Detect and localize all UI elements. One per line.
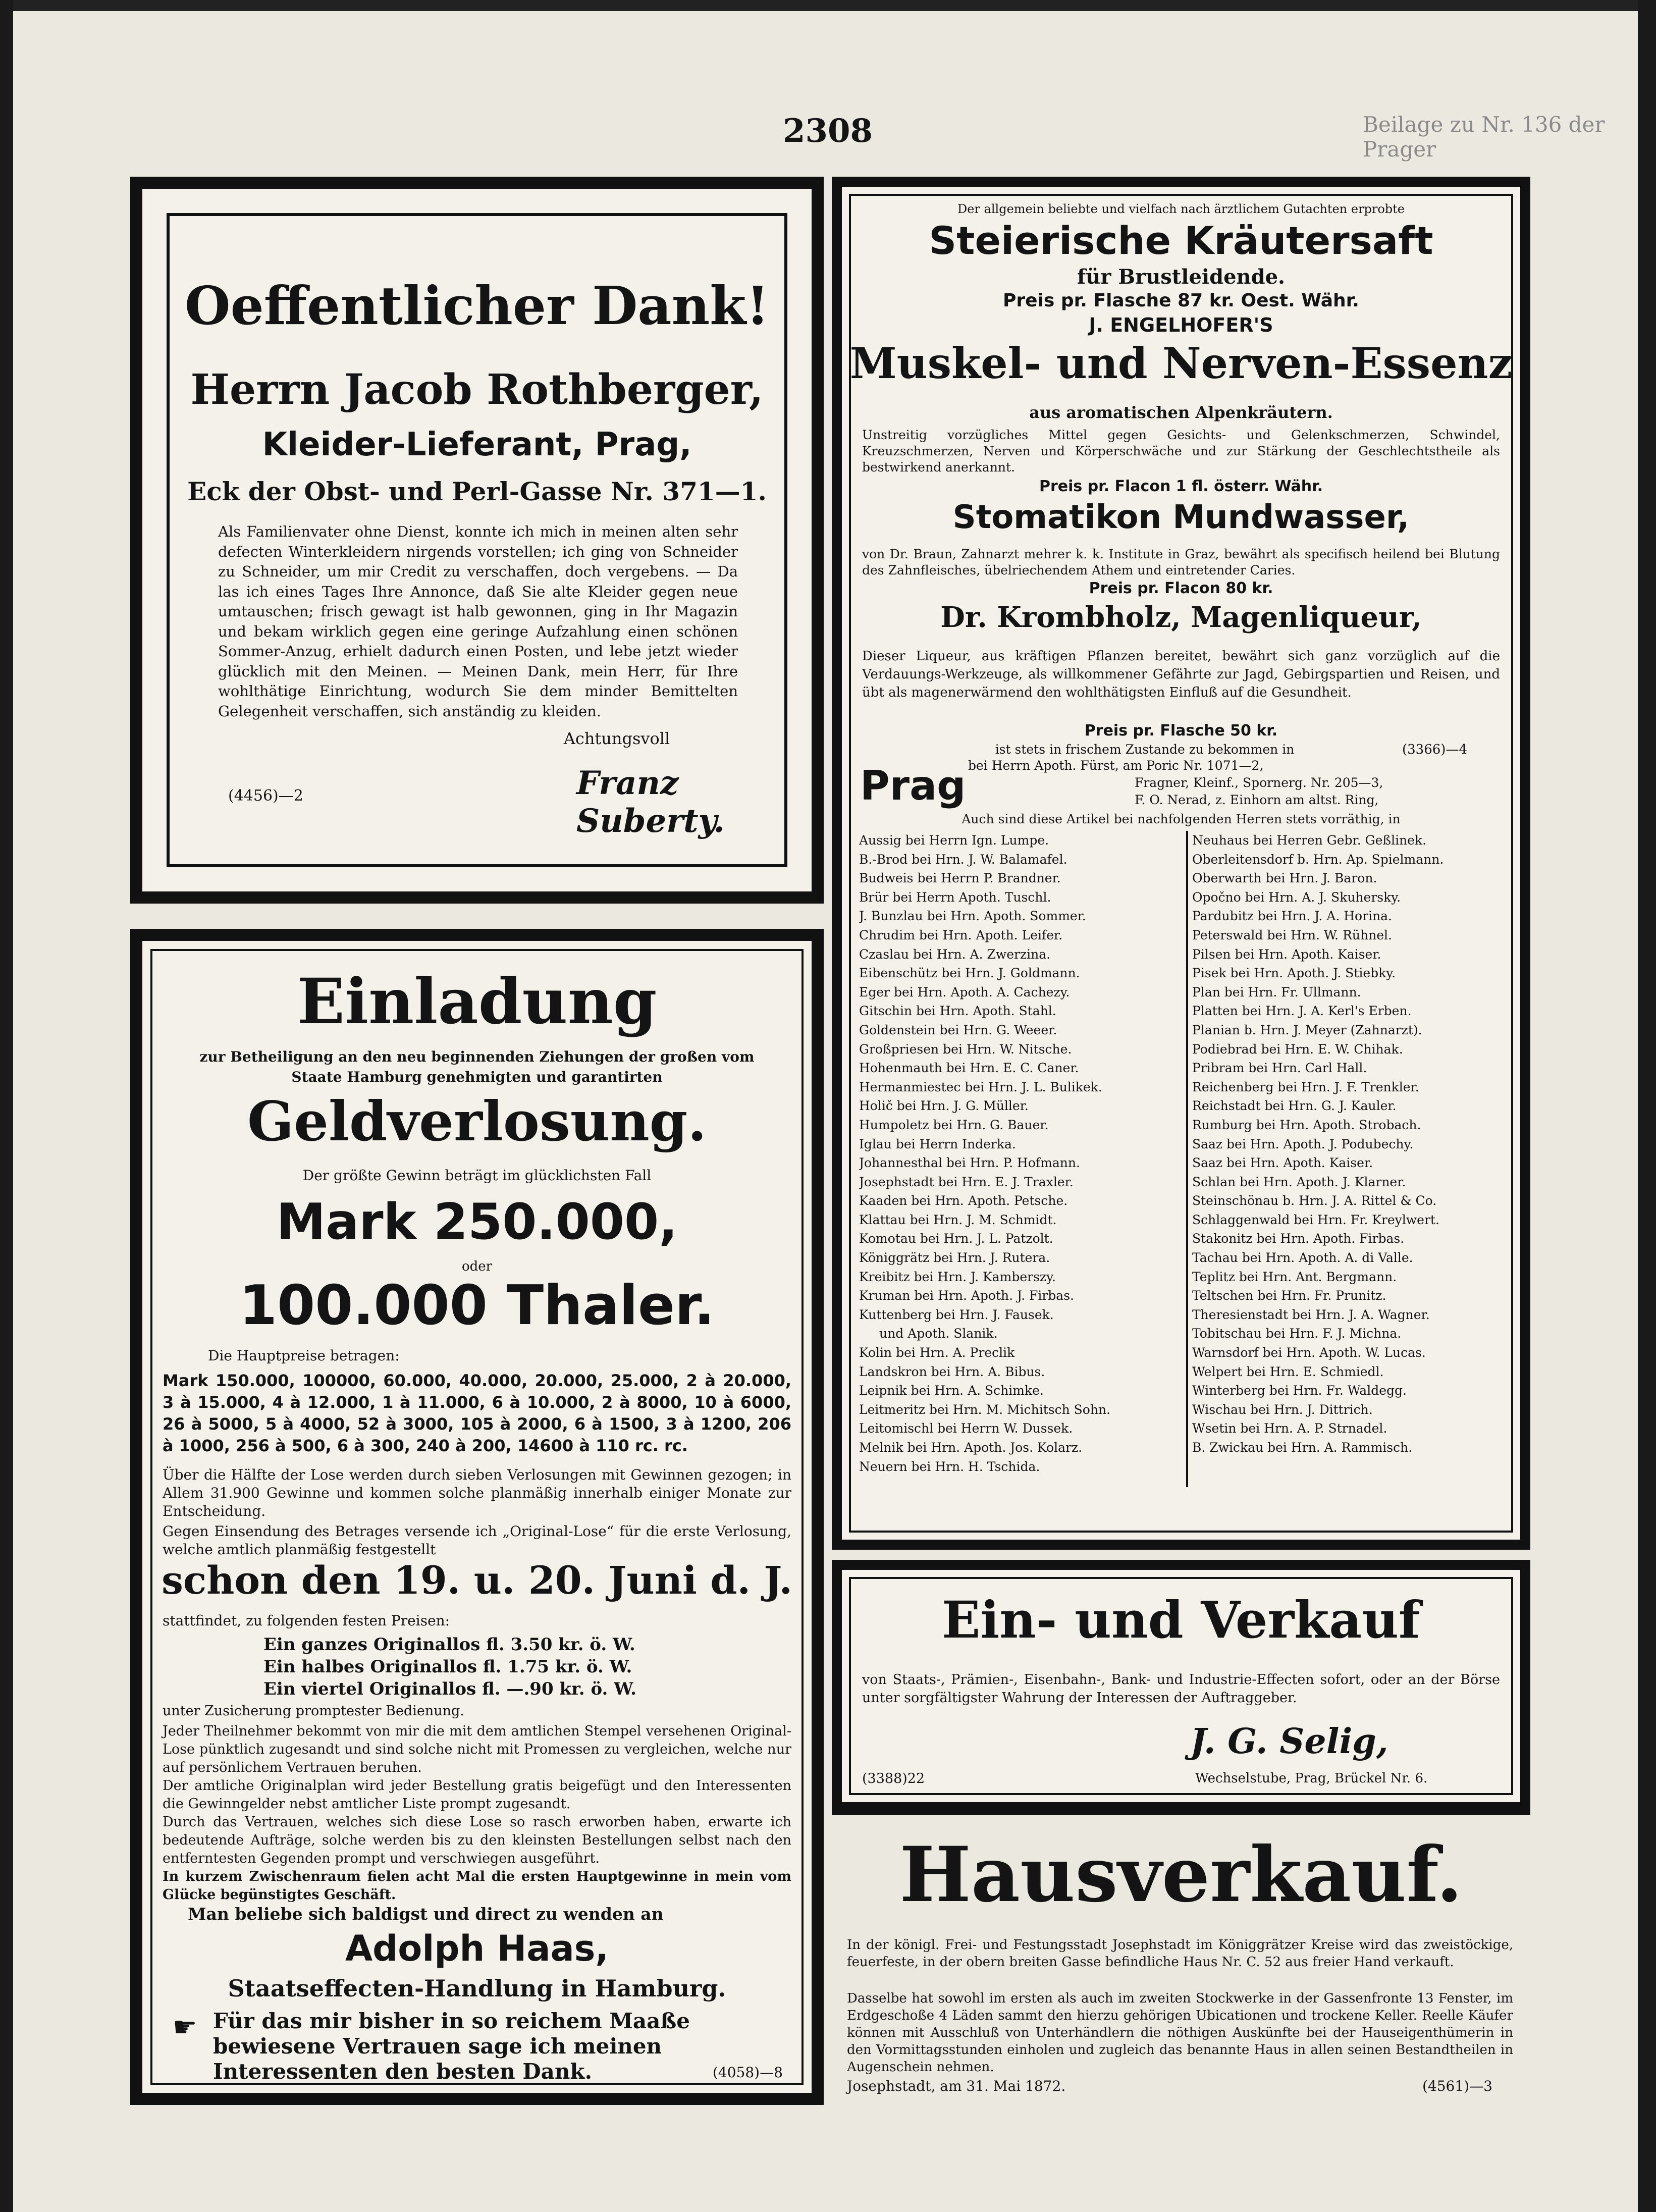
list-item: Oberleitensdorf b. Hrn. Ap. Spielmann. [1192,852,1444,867]
einladung-para5: Jeder Theilnehmer bekommt von mir die mit dem amtlichen Stempel versehenen Original-Lose pünktlich zugesandt und sind solche nicht mit Promessen zu vergleichen, welche nur auf persönlichem Vertrauen beruhen. [163,1723,791,1775]
kraeuter-prag: Prag [860,762,966,809]
list-item: Großpriesen bei Hrn. W. Nitsche. [859,1041,1072,1057]
einladung-thanks: Für das mir bisher in so reichem Maaße bewiesene Vertrauen sage ich meinen Interessenten den besten Dank. [213,2009,690,2084]
list-item: Pardubitz bei Hrn. J. A. Horina. [1192,909,1392,924]
list-item: Planian b. Hrn. J. Meyer (Zahnarzt). [1192,1022,1422,1037]
verkauf-firm: J. G. Selig, [1190,1721,1388,1762]
list-item: Melnik bei Hrn. Apoth. Jos. Kolarz. [859,1440,1083,1455]
haus-p1: In der königl. Frei- und Festungsstadt Josephstadt im Königgrätzer Kreise wird das zweistöckige, feuerfeste, in der obern breiten Gasse befindliche Haus Nr. C. 52 aus freier Hand verkauft. [847,1937,1513,1970]
list-item: Schlan bei Hrn. Apoth. J. Klarner. [1192,1174,1406,1189]
list-item: B.-Brod bei Hrn. J. W. Balamafel. [859,852,1067,867]
list-item: Peterswald bei Hrn. W. Rühnel. [1192,927,1392,942]
running-head: Beilage zu Nr. 136 der Prager [1363,112,1605,162]
haus-title: Hausverkauf. [899,1830,1463,1919]
list-item: Saaz bei Hrn. Apoth. J. Podubechy. [1192,1136,1414,1151]
dank-ref: (4456)—2 [228,787,303,805]
list-item: Saaz bei Hrn. Apoth. Kaiser. [1192,1155,1373,1171]
haus-ref: (4561)—3 [1422,2078,1492,2094]
einladung-price1: Ein ganzes Originallos fl. 3.50 kr. ö. W. [263,1635,635,1655]
list-item: Kolin bei Hrn. A. Preclik [859,1345,1015,1360]
list-item: Kreibitz bei Hrn. J. Kamberszy. [859,1269,1056,1284]
list-item: Steinschönau b. Hrn. J. A. Rittel & Co. [1192,1193,1437,1208]
list-item: Schlaggenwald bei Hrn. Fr. Kreylwert. [1192,1212,1439,1227]
list-item: Oberwarth bei Hrn. J. Baron. [1192,871,1377,886]
kraeuter-stomatikon: Stomatikon Mundwasser, [952,499,1410,536]
verkauf-title: Ein- und Verkauf [942,1590,1420,1650]
list-item: B. Zwickau bei Hrn. A. Rammisch. [1192,1440,1413,1455]
einladung-line1: Der größte Gewinn beträgt im glücklichsten Fall [302,1167,652,1184]
kraeuter-stom-text: von Dr. Braun, Zahnarzt mehrer k. k. Institute in Graz, bewährt als specifisch heilend bei Blutung des Zahnfleisches, übelriechendem Athem und eintretender Caries. [862,547,1500,577]
einladung-firm: Adolph Haas, [345,1928,609,1969]
list-item: und Apoth. Slanik. [879,1326,998,1341]
kraeuter-krom-text: Dieser Liqueur, aus kräftigen Pflanzen bereitet, bewährt sich ganz vorzüglich auf die Verdauungs-Werkzeuge, als willkommener Gefährte zur Jagd, Gebirgspartien und Reisen, und übt als magenerwärmend den wohlthätigsten Einfluß auf die Gesundheit. [862,649,1500,700]
list-item: Eger bei Hrn. Apoth. A. Cachezy. [859,984,1070,999]
verkauf-ref: (3388)22 [862,1771,925,1786]
list-item: Leitomischl bei Herrn W. Dussek. [859,1421,1073,1436]
dank-title: Oeffentlicher Dank! [185,275,769,337]
list-item: Humpoletz bei Hrn. G. Bauer. [859,1117,1049,1132]
list-item: Chrudim bei Hrn. Apoth. Leifer. [859,927,1063,942]
kraeuter-krom-price: Preis pr. Flasche 50 kr. [1084,722,1278,740]
einladung-title2: Geldverlosung. [247,1090,707,1153]
list-item: Plan bei Hrn. Fr. Ullmann. [1192,984,1361,999]
einladung-ref: (4058)—8 [713,2064,783,2081]
einladung-para4: unter Zusicherung promptester Bedienung. [163,1703,464,1719]
kraeuter-name: Steierische Kräutersaft [929,218,1433,263]
scan-border-right [1638,0,1656,2212]
list-item: Hermanmiestec bei Hrn. J. L. Bulikek. [859,1079,1102,1094]
einladung-para6: Der amtliche Originalplan wird jeder Bestellung gratis beigefügt und den Interessenten die Gewinngelder nebst amtlicher Liste prompt zugesandt. [163,1778,791,1812]
einladung-para3: stattfindet, zu folgenden festen Preisen: [163,1612,450,1629]
list-item: Czaslau bei Hrn. A. Zwerzina. [859,946,1051,962]
kraeuter-top: Der allgemein beliebte und vielfach nach ärztlichem Gutachten erprobte [957,202,1405,216]
list-item: Eibenschütz bei Hrn. J. Goldmann. [859,966,1080,981]
kraeuter-maker: J. ENGELHOFER'S [1089,314,1273,336]
list-item: Platten bei Hrn. J. A. Kerl's Erben. [1192,1004,1412,1019]
list-item: Pilsen bei Hrn. Apoth. Kaiser. [1192,946,1381,962]
kraeuter-essenz-price: Preis pr. Flacon 1 fl. österr. Währ. [1039,478,1323,495]
scan-border-left [0,0,13,2212]
ad-kraeutersaft [832,177,1530,1550]
kraeuter-ref: (3366)—4 [1402,742,1467,757]
einladung-title: Einladung [297,965,657,1038]
verkauf-address: Wechselstube, Prag, Brückel Nr. 6. [1195,1771,1428,1786]
einladung-oder: oder [461,1259,493,1274]
kraeuter-price: Preis pr. Flasche 87 kr. Oest. Währ. [1003,290,1359,311]
list-item: Reichenberg bei Hrn. J. F. Trenkler. [1192,1079,1419,1094]
dank-closing: Achtungsvoll [563,729,670,748]
kraeuter-also: Auch sind diese Artikel bei nachfolgenden Herren stets vorräthig, in [961,812,1401,826]
list-item: Leitmeritz bei Hrn. M. Michitsch Sohn. [859,1402,1110,1417]
list-item: Neuhaus bei Herren Gebr. Geßlinek. [1192,833,1427,848]
einladung-intro: zur Betheiligung an den neu beginnenden Ziehungen der großen vom Staate Hamburg genehmigten und garantirten [199,1048,755,1085]
list-item: Gitschin bei Hrn. Apoth. Stahl. [859,1004,1056,1019]
list-item: Tobitschau bei Hrn. F. J. Michna. [1192,1326,1402,1341]
ad-ein-und-verkauf [832,1560,1530,1812]
list-item: Komotau bei Hrn. J. L. Patzolt. [859,1231,1053,1246]
kraeuter-sub: aus aromatischen Alpenkräutern. [1029,403,1333,422]
kraeuter-stock: ist stets in frischem Zustande zu bekommen in [995,742,1295,757]
list-item: Teltschen bei Hrn. Fr. Prunitz. [1192,1288,1386,1303]
einladung-mark: Mark 250.000, [276,1193,678,1251]
einladung-firm2: Staatseffecten-Handlung in Hamburg. [228,1975,726,2002]
kraeuter-prag3: F. O. Nerad, z. Einhorn am altst. Ring, [1135,793,1379,807]
list-item: Reichstadt bei Hrn. G. J. Kauler. [1192,1098,1397,1114]
list-item: Kuttenberg bei Hrn. J. Fausek. [859,1307,1054,1322]
kraeuter-krombholz: Dr. Krombholz, Magenliqueur, [940,601,1422,634]
dank-signature: Franz Suberty. [576,764,725,840]
einladung-para7: Durch das Vertrauen, welches sich diese Lose so rasch erworben haben, erwarte ich bedeutende Aufträge, solche werden bis zu den kleinsten Bestellungen selbst nach den entferntesten Gegenden prompt und verschwiegen ausgeführt. [163,1814,791,1866]
einladung-para1: Über die Hälfte der Lose werden durch sieben Verlosungen mit Gewinnen gezogen; in Allem 31.900 Gewinne und kommen solche planmäßig innerhalb einiger Monate zur Entscheidung. [163,1466,791,1519]
kraeuter-right-list [1192,831,1515,1457]
kraeuter-for: für Brustleidende. [1077,265,1285,289]
list-item: Winterberg bei Hrn. Fr. Waldegg. [1192,1383,1407,1398]
haus-footer: Josephstadt, am 31. Mai 1872. [847,2078,1066,2094]
list-item: Pisek bei Hrn. Apoth. J. Stiebky. [1192,966,1396,981]
einladung-price2: Ein halbes Originallos fl. 1.75 kr. ö. W. [263,1657,632,1677]
dank-trade: Kleider-Lieferant, Prag, [262,426,692,463]
einladung-date: schon den 19. u. 20. Juni d. J. [162,1558,792,1603]
list-item: Holič bei Hrn. J. G. Müller. [859,1098,1029,1114]
hand-pointer-icon: ☛ [173,2011,197,2043]
list-item: Podiebrad bei Hrn. E. W. Chihak. [1192,1041,1403,1057]
ad-einladung [130,929,824,2105]
list-item: Kruman bei Hrn. Apoth. J. Firbas. [859,1288,1074,1303]
list-item: Kaaden bei Hrn. Apoth. Petsche. [859,1193,1068,1208]
einladung-para2: Gegen Einsendung des Betrages versende ich „Original-Lose“ für die erste Verlosung, welche amtlich planmäßig festgestellt [163,1523,791,1558]
list-item: Josephstadt bei Hrn. E. J. Traxler. [859,1174,1074,1189]
list-item: Wsetin bei Hrn. A. P. Strnadel. [1192,1421,1387,1436]
list-item: Warnsdorf bei Hrn. Apoth. W. Lucas. [1192,1345,1426,1360]
list-item: Welpert bei Hrn. E. Schmiedl. [1192,1364,1384,1379]
list-item: J. Bunzlau bei Hrn. Apoth. Sommer. [859,909,1086,924]
column-divider [1186,831,1188,1487]
list-item: Wischau bei Hrn. J. Dittrich. [1192,1402,1373,1417]
page-number: 2308 [782,112,873,150]
einladung-para8: In kurzem Zwischenraum fielen acht Mal die ersten Hauptgewinne in mein vom Glücke begünstigtes Geschäft. [163,1869,791,1903]
einladung-prices-head: Die Hauptpreise betragen: [208,1347,400,1364]
list-item: Rumburg bei Hrn. Apoth. Strobach. [1192,1117,1421,1132]
haus-p2: Dasselbe hat sowohl im ersten als auch im zweiten Stockwerke in der Gassenfronte 13 Fenster, im Erdgeschoße 4 Läden sammt den hierzu gehörigen Ubicationen und trockene Keller. Reelle Käufer können mit Ausschluß von Unterhändlern die nöthigen Auskünfte bei der Hauseigenthümerin in den Vormittagsstunden einholen und zugleich das benannte Haus in allen seinen Bestandtheilen in Augenschein nehmen. [847,1991,1513,2075]
kraeuter-prag2: Fragner, Kleinf., Spornerg. Nr. 205—3, [1135,775,1383,790]
list-item: Opočno bei Hrn. A. J. Skuhersky. [1192,889,1401,905]
einladung-price3: Ein viertel Originallos fl. —.90 kr. ö. W. [263,1679,636,1699]
list-item: Landskron bei Hrn. A. Bibus. [859,1364,1045,1379]
list-item: Aussig bei Herrn Ign. Lumpe. [859,833,1049,848]
kraeuter-prag1: bei Herrn Apoth. Fürst, am Poric Nr. 1071—2, [968,758,1264,773]
list-item: Brür bei Herrn Apoth. Tuschl. [859,889,1051,905]
dank-body: Als Familienvater ohne Dienst, konnte ich mich in meinen alten sehr defecten Winterkleidern nirgends vorstellen; ich ging von Schneider zu Schneider, um mir Credit zu verschaffen, doch vergebens. — Da las ich eines Tages Ihre Annonce, daß Sie alte Kleider gegen neue umtauschen; frisch gewagt ist halb gewonnen, ging in Ihr Magazin und bekam wirklich gegen eine geringe Aufzahlung einen schönen Sommer-Anzug, erhielt dadurch einen Posten, und lebe jetzt wieder glücklich mit den Meinen. — Meinen Dank, mein Herr, für Ihre wohlthätige Einrichtung, wodurch Sie dem minder Bemittelten Gelegenheit verschaffen, sich anständig zu kleiden. [218,523,738,720]
verkauf-text: von Staats-, Prämien-, Eisenbahn-, Bank- und Industrie-Effecten sofort, oder an der Börse unter sorgfältigster Wahrung der Interessen der Auftraggeber. [862,1672,1500,1706]
list-item: Goldenstein bei Hrn. G. Weeer. [859,1022,1057,1037]
list-item: Pribram bei Hrn. Carl Hall. [1192,1061,1367,1076]
list-item: Stakonitz bei Hrn. Apoth. Firbas. [1192,1231,1405,1246]
list-item: Königgrätz bei Hrn. J. Rutera. [859,1250,1050,1266]
kraeuter-left-list [859,831,1182,1476]
kraeuter-stom-price: Preis pr. Flacon 80 kr. [1089,580,1273,597]
list-item: Klattau bei Hrn. J. M. Schmidt. [859,1212,1057,1227]
list-item: Hohenmauth bei Hrn. E. C. Caner. [859,1061,1079,1076]
list-item: Neuern bei Hrn. H. Tschida. [859,1459,1040,1474]
ad-oeffentlicher-dank [130,177,824,904]
dank-addressee: Herrn Jacob Rothberger, [190,365,764,414]
scan-border-top [0,0,1656,11]
dank-address: Eck der Obst- und Perl-Gasse Nr. 371—1. [187,477,767,506]
list-item: Johannesthal bei Hrn. P. Hofmann. [859,1155,1080,1171]
list-item: Leipnik bei Hrn. A. Schimke. [859,1383,1044,1398]
list-item: Theresienstadt bei Hrn. J. A. Wagner. [1192,1307,1430,1322]
einladung-thaler: 100.000 Thaler. [239,1274,715,1337]
kraeuter-essenz: Muskel- und Nerven-Essenz [849,338,1513,388]
kraeuter-essenz-text: Unstreitig vorzügliches Mittel gegen Gesichts- und Gelenkschmerzen, Schwindel, Kreuzschmerzen, Nerven und Körperschwäche und zur Stärkung der Geschlechtstheile als bestwirkend anerkannt. [862,428,1500,475]
list-item: Budweis bei Herrn P. Brandner. [859,871,1061,886]
list-item: Teplitz bei Hrn. Ant. Bergmann. [1192,1269,1397,1284]
list-item: Tachau bei Hrn. Apoth. A. di Valle. [1192,1250,1413,1266]
ad-hausverkauf [832,1812,1530,2125]
einladung-prices: Mark 150.000, 100000, 60.000, 40.000, 20.000, 25.000, 2 à 20.000, 3 à 15.000, 4 à 12.000, 1 à 11.000, 6 à 10.000, 2 à 8000, 10 à 6000, 26 à 5000, 5 à 4000, 52 à 3000, 105 à 2000, 6 à 1500, 3 à 1200, 206 à 1000, 256 à 500, 6 à 300, 240 à 200, 14600 à 110 rc. rc. [163,1371,791,1455]
einladung-para9: Man beliebe sich baldigst und direct zu wenden an [188,1904,664,1924]
list-item: Iglau bei Herrn Inderka. [859,1136,1016,1151]
